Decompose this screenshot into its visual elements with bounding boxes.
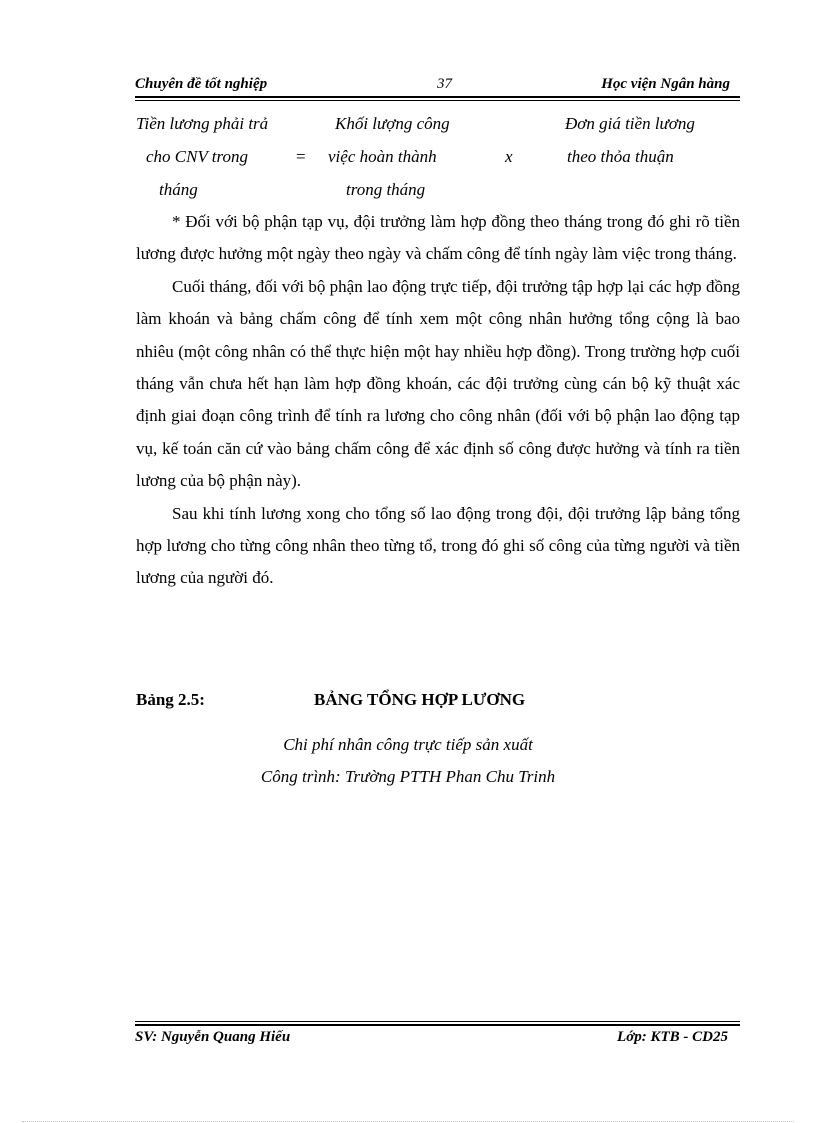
footer-rule-thin [135,1021,740,1022]
formula-term2-line3: trong tháng [346,180,426,199]
table-title: BẢNG TỔNG HỢP LƯƠNG [314,690,526,709]
formula-equals-sign: = [296,147,306,166]
formula-term3-line1: Đơn giá tiền lương [565,114,695,133]
header-rule-thin [135,100,740,101]
header-thesis-title: Chuyên đề tốt nghiệp [135,76,268,92]
page-bottom-border [22,1121,794,1122]
paragraph-month-end: Cuối tháng, đối với bộ phận lao động trực tiếp, đội trưởng tập hợp lại các hợp đồng làm khoán và bảng chấm công để tính xem một công nhân hưởng tổng cộng là bao nhiêu (một công nhân có thể thực hiện một hay nhiều hợp đồng). Trong trường hợp cuối tháng vẫn chưa hết hạn làm hợp đồng khoán, các đội trưởng cùng cán bộ kỹ thuật xác định giai đoạn công trình để tính ra lương cho công nhân (đối với bộ phận lao động tạp vụ, kế toán căn cứ vào bảng chấm công để xác định số công được hưởng và tính ra tiền lương của bộ phận này). [136,276,740,491]
page-header [135,76,740,98]
paragraph-support-staff: * Đối với bộ phận tạp vụ, đội trưởng làm hợp đồng theo tháng trong đó ghi rõ tiền lương được hưởng một ngày theo ngày và chấm công để tính ngày làm việc trong tháng. [136,212,740,264]
header-page-number: 37 [437,76,452,92]
table-subtitle-cost: Chi phí nhân công trực tiếp sản xuất [283,735,533,754]
formula-term2-line2: việc hoàn thành [328,147,437,166]
header-institution: Học viện Ngân hàng [601,76,730,92]
paragraph-payroll-summary: Sau khi tính lương xong cho tổng số lao động trong đội, đội trưởng lập bảng tổng hợp lương cho từng công nhân theo từng tổ, trong đó ghi số công của từng người và tiền lương của người đó. [136,503,740,588]
formula-term1-line2: cho CNV trong [146,147,249,166]
formula-term3-line2: theo thỏa thuận [567,147,674,166]
table-label: Bảng 2.5: [136,690,205,709]
formula-multiply-sign: x [505,147,513,166]
footer-class-code: Lớp: KTB - CD25 [617,1029,728,1045]
page-footer [135,1029,740,1051]
header-rule [135,96,740,98]
salary-formula [0,114,816,206]
footer-student-name: SV: Nguyễn Quang Hiếu [135,1029,291,1045]
table-subtitle-project: Công trình: Trường PTTH Phan Chu Trinh [260,767,556,786]
formula-term1-line1: Tiền lương phải trả [136,114,269,133]
body-text [136,206,740,595]
table-caption [136,690,740,716]
formula-term1-line3: tháng [159,180,198,199]
formula-term2-line1: Khối lượng công [335,114,450,133]
footer-rule [135,1024,740,1026]
